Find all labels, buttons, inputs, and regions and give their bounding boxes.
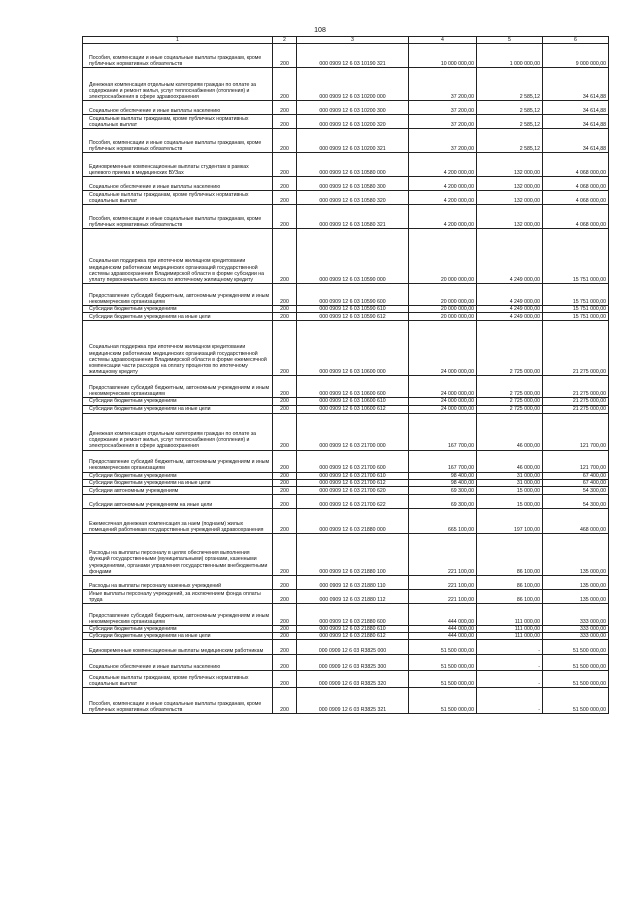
row-name-cell: Предоставление субсидий бюджетным, автономным учреждениям и иным некоммерческим организациям <box>83 450 273 472</box>
row-amount-total-cell: 34 614,88 <box>543 129 609 153</box>
row-classification-code-cell: 000 0909 12 6 03 21880 000 <box>297 509 409 534</box>
row-classification-code-cell: 000 0909 12 6 03 10200 320 <box>297 115 409 129</box>
row-name-cell: Субсидии бюджетным учреждениям на иные цели <box>83 405 273 413</box>
table-row <box>83 576 609 590</box>
row-name-cell: Социальное обеспечение и иные выплаты населению <box>83 101 273 115</box>
row-admin-code-cell: 200 <box>273 450 297 472</box>
column-number: 3 <box>297 37 409 44</box>
column-number: 2 <box>273 37 297 44</box>
table-row <box>83 688 609 714</box>
table-row <box>83 604 609 626</box>
row-amount-total-cell: 333 000,00 <box>543 633 609 640</box>
row-classification-code-cell: 000 0909 12 6 03 10600 610 <box>297 398 409 405</box>
row-amount-total-cell: 51 500 000,00 <box>543 640 609 655</box>
row-amount-change-cell: 132 000,00 <box>477 191 543 205</box>
row-amount-change-cell: - <box>477 640 543 655</box>
row-amount-change-cell: 111 000,00 <box>477 626 543 633</box>
row-amount-approved-cell: 20 000 000,00 <box>409 284 477 306</box>
row-admin-code-cell: 200 <box>273 534 297 576</box>
row-amount-change-cell: 132 000,00 <box>477 205 543 229</box>
row-amount-approved-cell: 37 200,00 <box>409 115 477 129</box>
row-amount-total-cell: 4 068 000,00 <box>543 205 609 229</box>
row-amount-total-cell: 15 751 000,00 <box>543 229 609 284</box>
row-admin-code-cell: 200 <box>273 626 297 633</box>
table-row <box>83 115 609 129</box>
row-amount-approved-cell: 51 500 000,00 <box>409 671 477 688</box>
row-classification-code-cell: 000 0909 12 6 03 10190 321 <box>297 44 409 68</box>
row-admin-code-cell: 200 <box>273 633 297 640</box>
row-amount-total-cell: 21 275 000,00 <box>543 398 609 405</box>
row-amount-change-cell: 2 725 000,00 <box>477 376 543 398</box>
row-classification-code-cell: 000 0909 12 6 03 10600 000 <box>297 321 409 376</box>
row-admin-code-cell: 200 <box>273 671 297 688</box>
row-amount-change-cell: 4 249 000,00 <box>477 306 543 313</box>
row-amount-change-cell: 46 000,00 <box>477 413 543 450</box>
table-row <box>83 655 609 671</box>
row-classification-code-cell: 000 0909 12 6 03 10580 321 <box>297 205 409 229</box>
row-classification-code-cell: 000 0909 12 6 03 R3825 000 <box>297 640 409 655</box>
table-row <box>83 472 609 479</box>
row-name-cell: Социальные выплаты гражданам, кроме публичных нормативных социальных выплат <box>83 191 273 205</box>
row-admin-code-cell: 200 <box>273 487 297 495</box>
row-amount-approved-cell: 37 200,00 <box>409 68 477 101</box>
row-admin-code-cell: 200 <box>273 101 297 115</box>
row-amount-change-cell: 111 000,00 <box>477 633 543 640</box>
row-admin-code-cell: 200 <box>273 576 297 590</box>
row-classification-code-cell: 000 0909 12 6 03 10580 000 <box>297 153 409 177</box>
column-number: 4 <box>409 37 477 44</box>
row-amount-total-cell: 15 751 000,00 <box>543 306 609 313</box>
row-admin-code-cell: 200 <box>273 205 297 229</box>
row-classification-code-cell: 000 0909 12 6 03 R3825 300 <box>297 655 409 671</box>
row-classification-code-cell: 000 0909 12 6 03 10200 300 <box>297 101 409 115</box>
row-amount-total-cell: 333 000,00 <box>543 604 609 626</box>
row-classification-code-cell: 000 0909 12 6 03 10580 320 <box>297 191 409 205</box>
budget-table <box>82 36 609 714</box>
row-classification-code-cell: 000 0909 12 6 03 21700 612 <box>297 479 409 486</box>
row-amount-approved-cell: 444 000,00 <box>409 604 477 626</box>
row-name-cell: Предоставление субсидий бюджетным, автономным учреждениям и иным некоммерческим организациям <box>83 284 273 306</box>
row-name-cell: Пособия, компенсации и иные социальные выплаты гражданам, кроме публичных нормативных обязательств <box>83 688 273 714</box>
row-name-cell: Субсидии автономным учреждениям <box>83 487 273 495</box>
row-amount-total-cell: 34 614,88 <box>543 101 609 115</box>
row-admin-code-cell: 200 <box>273 44 297 68</box>
row-admin-code-cell: 200 <box>273 495 297 509</box>
row-classification-code-cell: 000 0909 12 6 03 10590 000 <box>297 229 409 284</box>
row-amount-change-cell: 2 725 000,00 <box>477 405 543 413</box>
table-row <box>83 313 609 321</box>
row-amount-approved-cell: 69 300,00 <box>409 487 477 495</box>
row-amount-total-cell: 135 000,00 <box>543 576 609 590</box>
table-row <box>83 205 609 229</box>
table-row <box>83 479 609 486</box>
table-row <box>83 633 609 640</box>
row-admin-code-cell: 200 <box>273 479 297 486</box>
table-row <box>83 376 609 398</box>
row-admin-code-cell: 200 <box>273 472 297 479</box>
row-name-cell: Предоставление субсидий бюджетным, автономным учреждениям и иным некоммерческим организациям <box>83 376 273 398</box>
row-name-cell: Единовременные компенсационные выплаты медицинским работникам <box>83 640 273 655</box>
row-classification-code-cell: 000 0909 12 6 03 21880 612 <box>297 633 409 640</box>
row-name-cell: Социальные выплаты гражданам, кроме публичных нормативных социальных выплат <box>83 671 273 688</box>
row-admin-code-cell: 200 <box>273 405 297 413</box>
row-amount-change-cell: - <box>477 671 543 688</box>
table-row <box>83 495 609 509</box>
row-amount-change-cell: 4 249 000,00 <box>477 284 543 306</box>
row-amount-change-cell: 111 000,00 <box>477 604 543 626</box>
row-amount-change-cell: 2 725 000,00 <box>477 398 543 405</box>
row-admin-code-cell: 200 <box>273 177 297 191</box>
table-row <box>83 306 609 313</box>
row-amount-total-cell: 121 700,00 <box>543 450 609 472</box>
row-classification-code-cell: 000 0909 12 6 03 21700 000 <box>297 413 409 450</box>
row-amount-total-cell: 9 000 000,00 <box>543 44 609 68</box>
row-name-cell: Социальная поддержка при ипотечном жилищном кредитовании медицинским работникам медицинских организаций государственной системы здравоохранения Владимирской области в форме субсидии на уплату первоначального взноса по ипотечному жилищному кредиту <box>83 229 273 284</box>
table-row <box>83 101 609 115</box>
row-name-cell: Субсидии бюджетным учреждениям на иные цели <box>83 313 273 321</box>
row-admin-code-cell: 200 <box>273 284 297 306</box>
row-classification-code-cell: 000 0909 12 6 03 21880 610 <box>297 626 409 633</box>
row-classification-code-cell: 000 0909 12 6 03 R3825 321 <box>297 688 409 714</box>
row-amount-change-cell: 2 585,12 <box>477 129 543 153</box>
row-amount-total-cell: 4 068 000,00 <box>543 191 609 205</box>
row-amount-change-cell: 132 000,00 <box>477 177 543 191</box>
column-number: 5 <box>477 37 543 44</box>
row-amount-approved-cell: 51 500 000,00 <box>409 655 477 671</box>
row-admin-code-cell: 200 <box>273 640 297 655</box>
row-amount-change-cell: 197 100,00 <box>477 509 543 534</box>
row-classification-code-cell: 000 0909 12 6 03 21700 600 <box>297 450 409 472</box>
row-amount-approved-cell: 665 100,00 <box>409 509 477 534</box>
row-admin-code-cell: 200 <box>273 376 297 398</box>
row-name-cell: Пособия, компенсации и иные социальные выплаты гражданам, кроме публичных нормативных обязательств <box>83 44 273 68</box>
row-amount-approved-cell: 98 400,00 <box>409 472 477 479</box>
row-admin-code-cell: 200 <box>273 68 297 101</box>
row-admin-code-cell: 200 <box>273 313 297 321</box>
row-admin-code-cell: 200 <box>273 655 297 671</box>
row-amount-approved-cell: 51 500 000,00 <box>409 688 477 714</box>
row-amount-approved-cell: 167 700,00 <box>409 413 477 450</box>
row-amount-approved-cell: 221 100,00 <box>409 534 477 576</box>
row-admin-code-cell: 200 <box>273 321 297 376</box>
row-classification-code-cell: 000 0909 12 6 03 10200 321 <box>297 129 409 153</box>
row-classification-code-cell: 000 0909 12 6 03 10600 612 <box>297 405 409 413</box>
row-amount-approved-cell: 51 500 000,00 <box>409 640 477 655</box>
table-row <box>83 321 609 376</box>
row-amount-change-cell: 86 100,00 <box>477 534 543 576</box>
row-amount-change-cell: 2 585,12 <box>477 101 543 115</box>
row-classification-code-cell: 000 0909 12 6 03 10600 600 <box>297 376 409 398</box>
row-amount-approved-cell: 24 000 000,00 <box>409 405 477 413</box>
row-amount-total-cell: 54 300,00 <box>543 487 609 495</box>
row-classification-code-cell: 000 0909 12 6 03 10200 000 <box>297 68 409 101</box>
row-classification-code-cell: 000 0909 12 6 03 10590 610 <box>297 306 409 313</box>
row-classification-code-cell: 000 0909 12 6 03 21880 110 <box>297 576 409 590</box>
row-name-cell: Субсидии автономным учреждениям на иные цели <box>83 495 273 509</box>
row-amount-approved-cell: 221 100,00 <box>409 576 477 590</box>
column-number: 1 <box>83 37 273 44</box>
row-name-cell: Субсидии бюджетным учреждениям <box>83 306 273 313</box>
row-amount-change-cell: - <box>477 655 543 671</box>
table-row <box>83 177 609 191</box>
row-amount-change-cell: 31 000,00 <box>477 479 543 486</box>
row-amount-change-cell: 132 000,00 <box>477 153 543 177</box>
row-amount-approved-cell: 37 200,00 <box>409 101 477 115</box>
row-admin-code-cell: 200 <box>273 509 297 534</box>
row-amount-approved-cell: 20 000 000,00 <box>409 306 477 313</box>
row-amount-approved-cell: 4 200 000,00 <box>409 153 477 177</box>
table-row <box>83 413 609 450</box>
row-name-cell: Социальное обеспечение и иные выплаты населению <box>83 177 273 191</box>
row-classification-code-cell: 000 0909 12 6 03 10590 600 <box>297 284 409 306</box>
row-name-cell: Субсидии бюджетным учреждениям <box>83 472 273 479</box>
row-name-cell: Субсидии бюджетным учреждениям <box>83 398 273 405</box>
row-name-cell: Денежная компенсация отдельным категориям граждан по оплате за содержание и ремонт жилья, услуг теплоснабжения (отопления) и электроснабжения в сфере здравоохранения <box>83 413 273 450</box>
row-amount-approved-cell: 4 200 000,00 <box>409 177 477 191</box>
row-amount-change-cell: 86 100,00 <box>477 590 543 604</box>
row-amount-total-cell: 21 275 000,00 <box>543 321 609 376</box>
table-row <box>83 487 609 495</box>
row-amount-approved-cell: 10 000 000,00 <box>409 44 477 68</box>
table-row <box>83 229 609 284</box>
table-row <box>83 534 609 576</box>
row-admin-code-cell: 200 <box>273 306 297 313</box>
row-classification-code-cell: 000 0909 12 6 03 R3825 320 <box>297 671 409 688</box>
row-amount-change-cell: 2 585,12 <box>477 68 543 101</box>
table-row <box>83 398 609 405</box>
row-amount-total-cell: 135 000,00 <box>543 534 609 576</box>
column-number: 6 <box>543 37 609 44</box>
table-row <box>83 509 609 534</box>
table-row <box>83 68 609 101</box>
row-admin-code-cell: 200 <box>273 191 297 205</box>
row-admin-code-cell: 200 <box>273 229 297 284</box>
table-row <box>83 626 609 633</box>
table-row <box>83 284 609 306</box>
row-amount-change-cell: 4 249 000,00 <box>477 229 543 284</box>
row-amount-approved-cell: 444 000,00 <box>409 633 477 640</box>
row-name-cell: Предоставление субсидий бюджетным, автономным учреждениям и иным некоммерческим организациям <box>83 604 273 626</box>
row-amount-approved-cell: 444 000,00 <box>409 626 477 633</box>
row-name-cell: Субсидии бюджетным учреждениям <box>83 626 273 633</box>
row-amount-change-cell: 1 000 000,00 <box>477 44 543 68</box>
row-amount-change-cell: 2 585,12 <box>477 115 543 129</box>
row-amount-approved-cell: 24 000 000,00 <box>409 376 477 398</box>
row-amount-total-cell: 51 500 000,00 <box>543 671 609 688</box>
row-amount-approved-cell: 24 000 000,00 <box>409 398 477 405</box>
row-amount-approved-cell: 4 200 000,00 <box>409 205 477 229</box>
row-amount-total-cell: 15 751 000,00 <box>543 284 609 306</box>
row-admin-code-cell: 200 <box>273 398 297 405</box>
row-classification-code-cell: 000 0909 12 6 03 21880 600 <box>297 604 409 626</box>
row-admin-code-cell: 200 <box>273 115 297 129</box>
row-classification-code-cell: 000 0909 12 6 03 21700 610 <box>297 472 409 479</box>
table-row <box>83 44 609 68</box>
row-name-cell: Социальная поддержка при ипотечном жилищном кредитовании медицинским работникам медицинских организаций государственной системы здравоохранения Владимирской области в форме ежемесячной компенсации части расходов на оплату процентов по ипотечному жилищному кредиту <box>83 321 273 376</box>
row-amount-total-cell: 34 614,88 <box>543 68 609 101</box>
row-amount-total-cell: 15 751 000,00 <box>543 313 609 321</box>
row-amount-total-cell: 34 614,88 <box>543 115 609 129</box>
row-classification-code-cell: 000 0909 12 6 03 10580 300 <box>297 177 409 191</box>
row-amount-approved-cell: 24 000 000,00 <box>409 321 477 376</box>
row-name-cell: Социальные выплаты гражданам, кроме публичных нормативных социальных выплат <box>83 115 273 129</box>
row-name-cell: Пособия, компенсации и иные социальные выплаты гражданам, кроме публичных нормативных обязательств <box>83 205 273 229</box>
row-amount-change-cell: 31 000,00 <box>477 472 543 479</box>
row-name-cell: Субсидии бюджетным учреждениям на иные цели <box>83 479 273 486</box>
row-amount-approved-cell: 37 200,00 <box>409 129 477 153</box>
row-amount-approved-cell: 4 200 000,00 <box>409 191 477 205</box>
table-row <box>83 191 609 205</box>
table-row <box>83 405 609 413</box>
row-amount-total-cell: 21 275 000,00 <box>543 376 609 398</box>
row-name-cell: Расходы на выплаты персоналу в целях обеспечения выполнения функций государственными (муниципальными) органами, казенными учреждениями, органами управления государственными внебюджетными фондами <box>83 534 273 576</box>
page-number: 108 <box>314 27 326 34</box>
table-row <box>83 671 609 688</box>
row-classification-code-cell: 000 0909 12 6 03 21700 622 <box>297 495 409 509</box>
column-number-row <box>83 37 609 44</box>
table-row <box>83 129 609 153</box>
row-admin-code-cell: 200 <box>273 688 297 714</box>
row-amount-approved-cell: 167 700,00 <box>409 450 477 472</box>
row-amount-approved-cell: 98 400,00 <box>409 479 477 486</box>
row-amount-change-cell: 15 000,00 <box>477 487 543 495</box>
row-name-cell: Субсидии бюджетным учреждениям на иные цели <box>83 633 273 640</box>
row-admin-code-cell: 200 <box>273 590 297 604</box>
row-amount-total-cell: 21 275 000,00 <box>543 405 609 413</box>
row-amount-approved-cell: 20 000 000,00 <box>409 313 477 321</box>
row-amount-total-cell: 135 000,00 <box>543 590 609 604</box>
row-amount-total-cell: 51 500 000,00 <box>543 655 609 671</box>
row-classification-code-cell: 000 0909 12 6 03 21880 112 <box>297 590 409 604</box>
row-name-cell: Денежная компенсация отдельным категориям граждан по оплате за содержание и ремонт жилья, услуг теплоснабжения (отопления) и электроснабжения в сфере здравоохранения <box>83 68 273 101</box>
row-name-cell: Расходы на выплаты персоналу казенных учреждений <box>83 576 273 590</box>
row-name-cell: Единовременные компенсационные выплаты студентам в рамках целевого приема в медицинских ВУЗах <box>83 153 273 177</box>
row-admin-code-cell: 200 <box>273 153 297 177</box>
row-amount-change-cell: 86 100,00 <box>477 576 543 590</box>
row-amount-change-cell: 2 725 000,00 <box>477 321 543 376</box>
row-classification-code-cell: 000 0909 12 6 03 21700 620 <box>297 487 409 495</box>
row-amount-total-cell: 67 400,00 <box>543 472 609 479</box>
row-amount-approved-cell: 69 300,00 <box>409 495 477 509</box>
row-amount-total-cell: 4 068 000,00 <box>543 153 609 177</box>
row-amount-change-cell: 4 249 000,00 <box>477 313 543 321</box>
row-admin-code-cell: 200 <box>273 604 297 626</box>
row-amount-total-cell: 121 700,00 <box>543 413 609 450</box>
row-amount-change-cell: 15 000,00 <box>477 495 543 509</box>
row-classification-code-cell: 000 0909 12 6 03 10590 612 <box>297 313 409 321</box>
table-row <box>83 590 609 604</box>
row-amount-total-cell: 54 300,00 <box>543 495 609 509</box>
row-amount-approved-cell: 20 000 000,00 <box>409 229 477 284</box>
row-amount-total-cell: 4 068 000,00 <box>543 177 609 191</box>
row-name-cell: Ежемесячная денежная компенсация за наем (поднаем) жилых помещений работникам государственных учреждений здравоохранения <box>83 509 273 534</box>
row-name-cell: Пособия, компенсации и иные социальные выплаты гражданам, кроме публичных нормативных обязательств <box>83 129 273 153</box>
row-classification-code-cell: 000 0909 12 6 03 21880 100 <box>297 534 409 576</box>
table-row <box>83 153 609 177</box>
table-row <box>83 450 609 472</box>
row-amount-total-cell: 51 500 000,00 <box>543 688 609 714</box>
row-amount-total-cell: 468 000,00 <box>543 509 609 534</box>
row-amount-change-cell: 46 000,00 <box>477 450 543 472</box>
row-amount-total-cell: 67 400,00 <box>543 479 609 486</box>
row-name-cell: Социальное обеспечение и иные выплаты населению <box>83 655 273 671</box>
row-amount-approved-cell: 221 100,00 <box>409 590 477 604</box>
row-admin-code-cell: 200 <box>273 129 297 153</box>
row-amount-total-cell: 333 000,00 <box>543 626 609 633</box>
row-name-cell: Иные выплаты персоналу учреждений, за исключением фонда оплаты труда <box>83 590 273 604</box>
table-row <box>83 640 609 655</box>
budget-table-container <box>82 36 608 714</box>
row-admin-code-cell: 200 <box>273 413 297 450</box>
row-amount-change-cell: - <box>477 688 543 714</box>
